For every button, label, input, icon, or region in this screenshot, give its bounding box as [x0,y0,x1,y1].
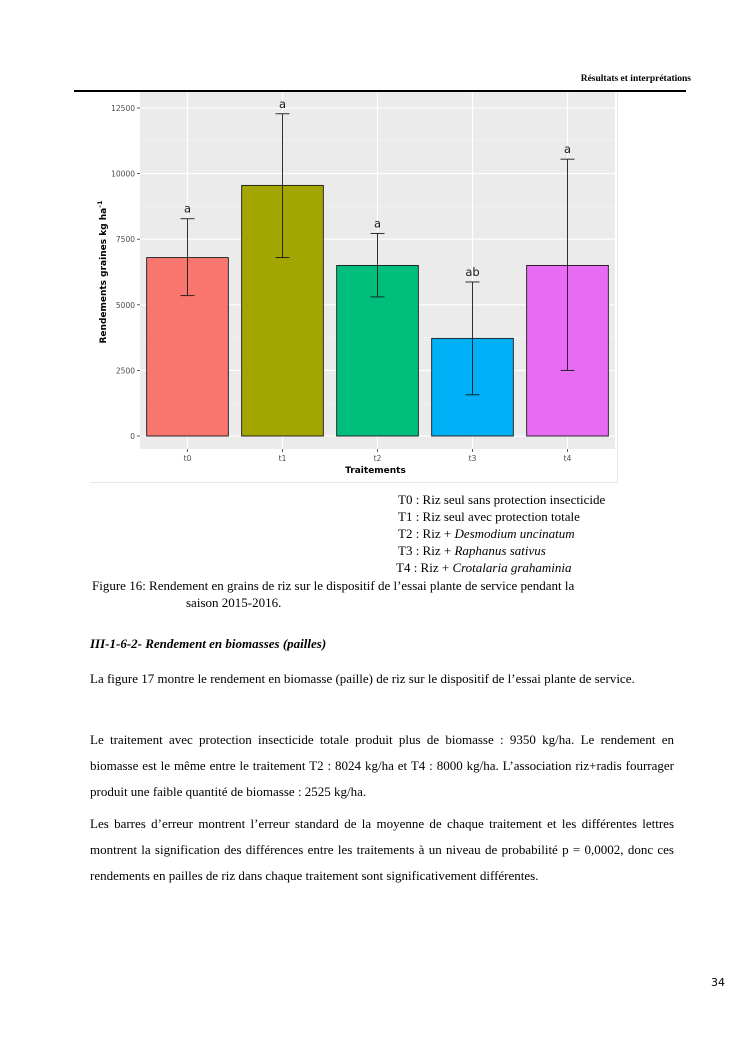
significance-letter-t2: a [373,216,382,231]
figure-caption [92,578,674,611]
caption-line-2: saison 2015-2016. [186,594,282,610]
x-tick-label-t4: t4 [563,454,572,463]
x-axis-label: Traitements [345,466,406,476]
legend-t1-text: T1 : Riz seul avec protection totale [398,509,580,524]
significance-letter-t3: ab [465,264,480,279]
legend-t3 [398,542,605,559]
treatment-legend [398,491,605,576]
paragraph-3: Les barres d’erreur montrent l’erreur standard de la moyenne de chaque traitement et les différentes lettres montrent la signification des différences entre les traitements à un niveau de probabilité p = 0,0002, donc ces rendements en pailles de riz dans chaque traitement sont significativement différentes. [90,816,674,883]
bar-chart [90,92,617,482]
caption-line-1: Figure 16: Rendement en grains de riz sur le dispositif de l’essai plante de service pendant la [92,578,575,593]
y-tick-label: 10000 [111,169,135,179]
section-heading: III-1-6-2- Rendement en biomasses (pailles) [90,636,327,651]
x-tick-label-t3: t3 [468,454,477,463]
page-number: 34 [711,976,725,989]
y-tick-label: 12500 [111,104,135,113]
legend-t2 [398,525,605,542]
legend-t3-text: T3 : Riz + [398,543,455,558]
x-tick-label-t1: t1 [278,454,287,463]
significance-letter-t1: a [278,96,287,111]
legend-t3-species: Raphanus sativus [454,543,546,558]
legend-t4-species: Crotalaria grahaminia [452,560,572,575]
legend-t4-text: T4 : Riz + [396,560,453,575]
legend-t2-species: Desmodium uncinatum [454,526,575,541]
y-tick-label: 2500 [115,366,135,376]
paragraph-1: La figure 17 montre le rendement en biomasse (paille) de riz sur le dispositif de l’essai plante de service. [90,671,635,686]
y-axis-label-exponent: -1 [96,200,104,208]
legend-t0-text: T0 : Riz seul sans protection insecticide [398,492,606,507]
legend-t0 [398,491,605,508]
y-tick-label: 5000 [115,300,135,310]
y-tick-label: 7500 [115,235,135,245]
x-tick-label-t0: t0 [183,454,192,463]
y-tick-label: 0 [130,432,135,441]
paragraph-2: Le traitement avec protection insecticide totale produit plus de biomasse : 9350 kg/ha. Le rendement en biomasse est le même entre le traitement T2 : 8024 kg/ha et T4 : 8000 kg/ha. L’association riz+radis fourrager produit une faible quantité de biomasse : 2525 kg/ha. [90,732,674,799]
significance-letter-t4: a [563,142,572,157]
legend-t4 [396,559,605,576]
running-header: Résultats et interprétations [580,74,691,84]
x-tick-label-t2: t2 [373,454,382,463]
legend-t2-text: T2 : Riz + [398,526,455,541]
significance-letter-t0: a [183,201,192,216]
legend-t1 [398,508,605,525]
y-axis-label: Rendements graines kg $ha^{-1}$ [96,200,109,344]
